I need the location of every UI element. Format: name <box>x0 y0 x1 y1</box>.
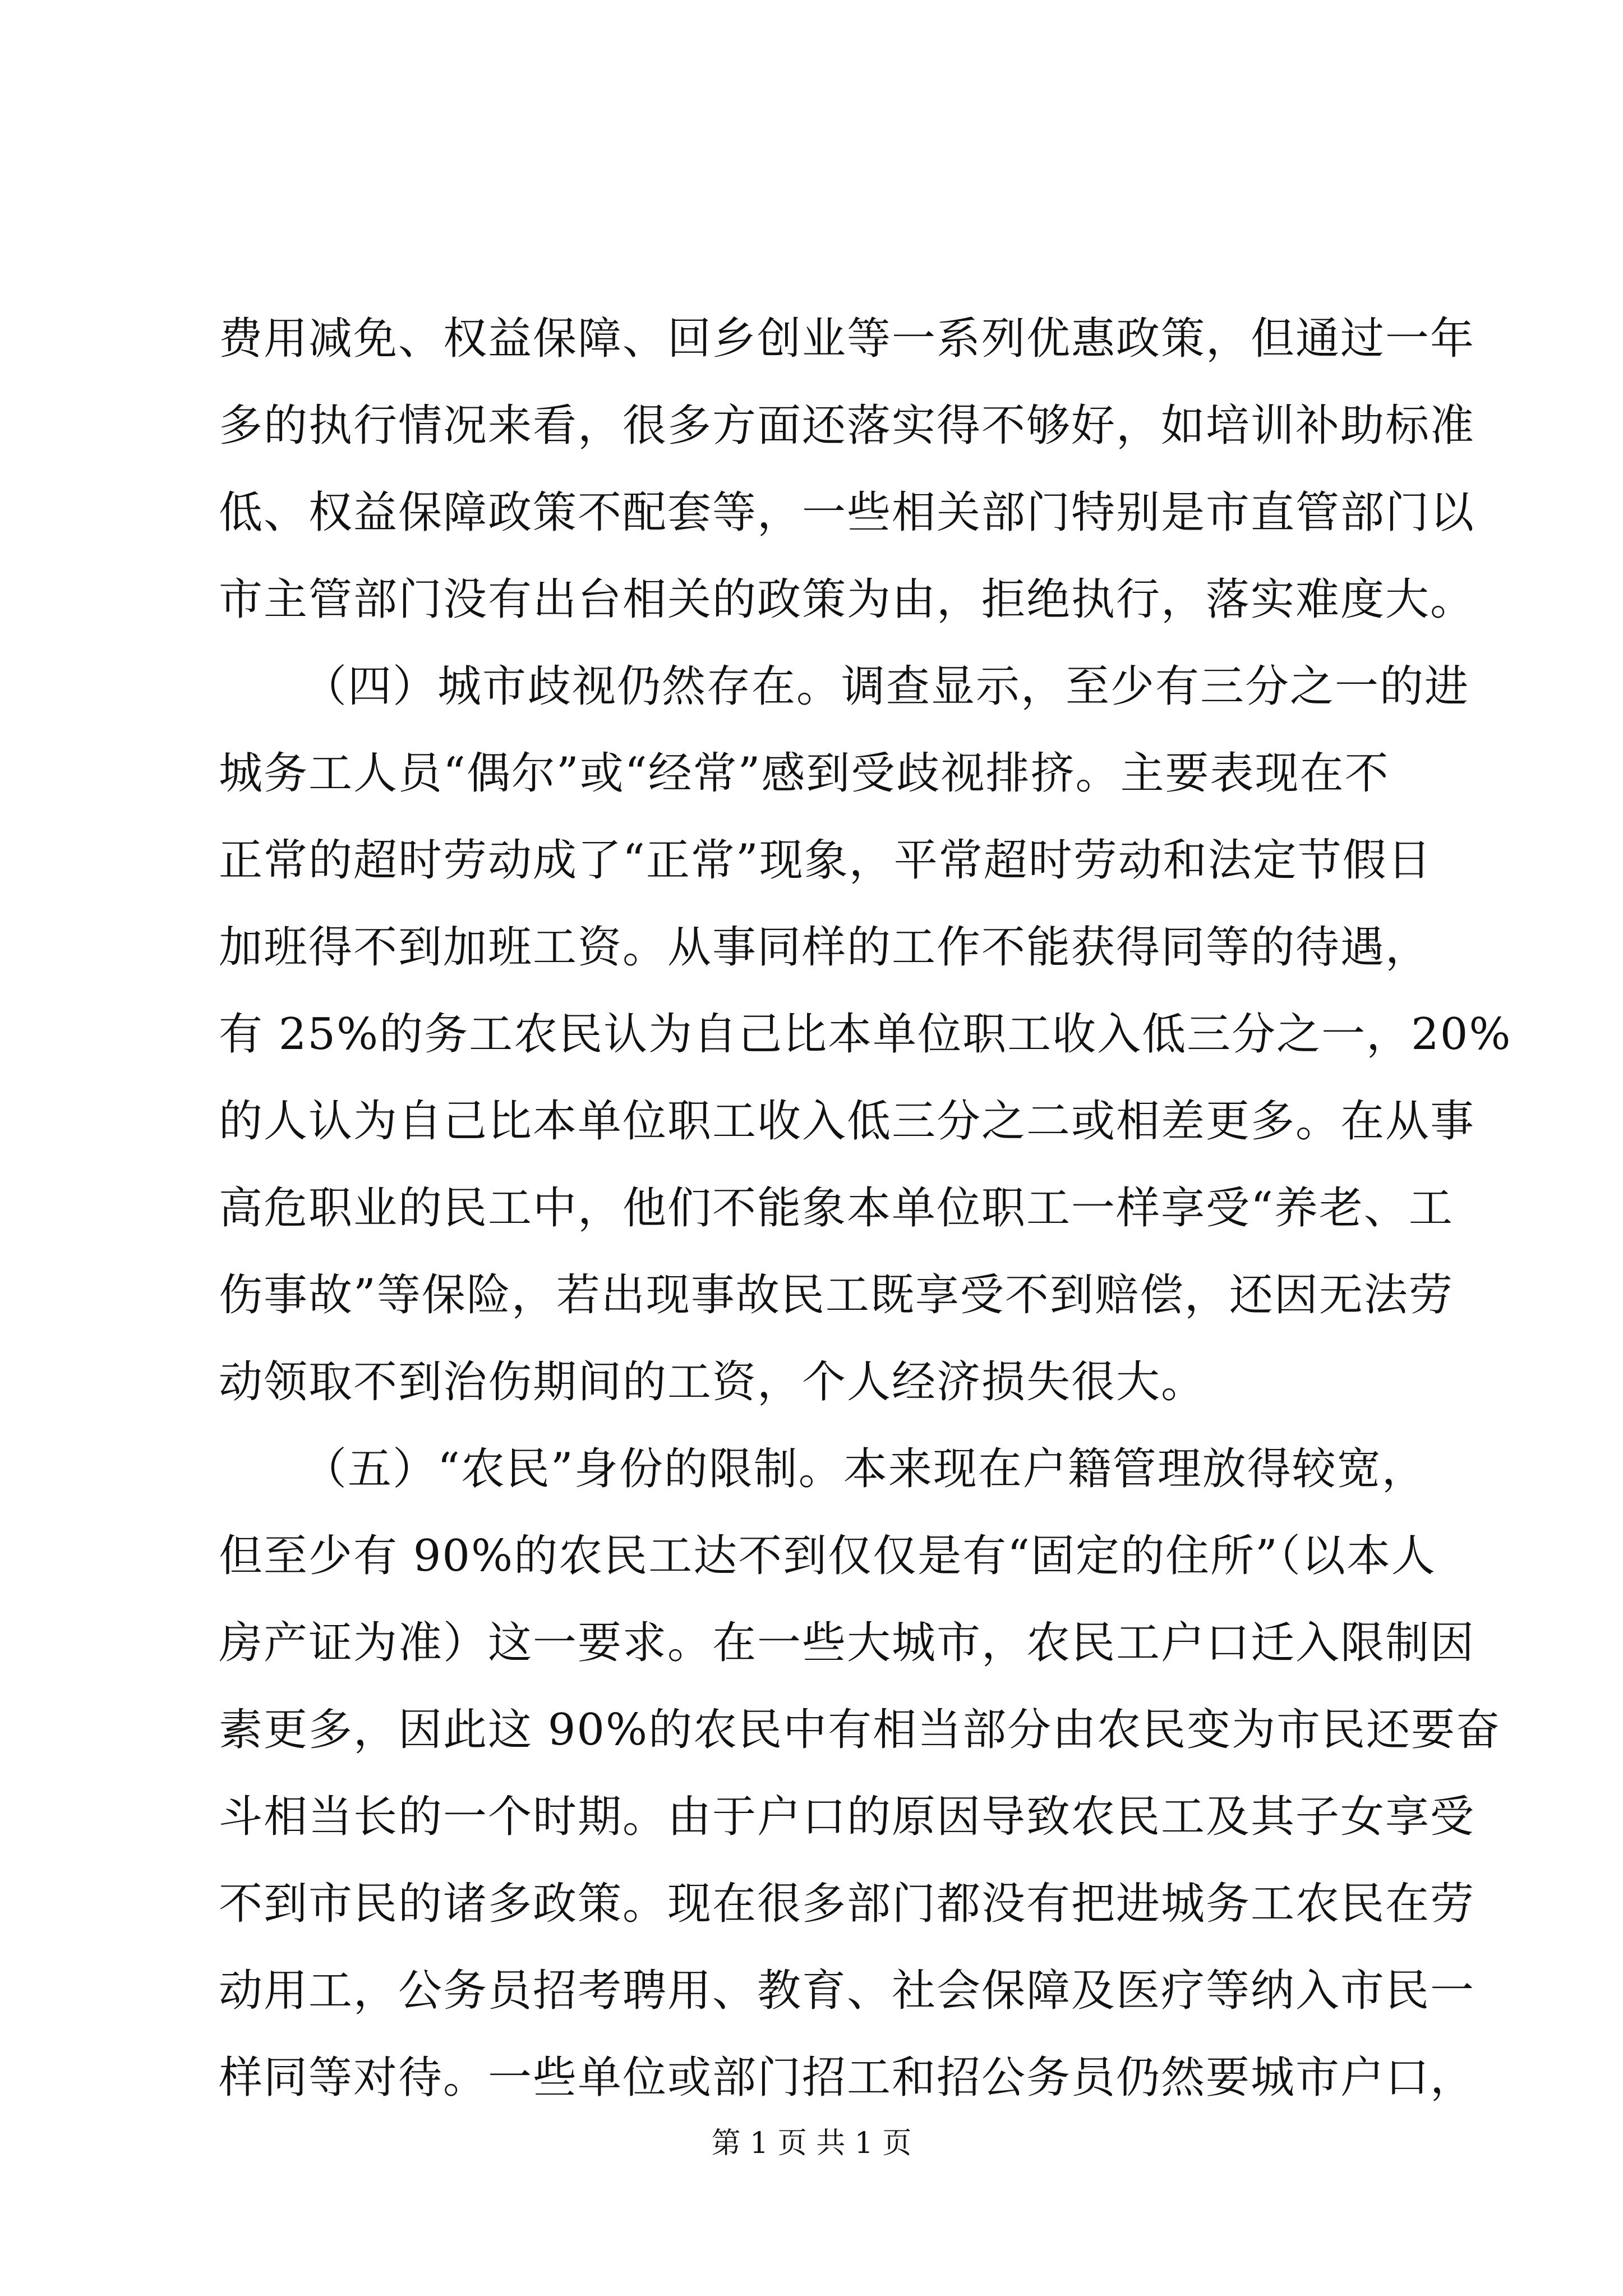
text-line: 多的执行情况来看，很多方面还落实得不够好，如培训补助标准 <box>219 401 1476 451</box>
text-line: 正常的超时劳动成了“正常”现象，平常超时劳动和法定节假日 <box>219 835 1432 886</box>
text-line: 样同等对待。一些单位或部门招工和招公务员仍然要城市户口， <box>219 2053 1476 2103</box>
text-line: 素更多，因此这 90%的农民中有相当部分由农民变为市民还要奋 <box>219 1705 1501 1755</box>
text-line: 的人认为自己比本单位职工收入低三分之二或相差更多。在从事 <box>219 1096 1476 1147</box>
text-line: 高危职业的民工中，他们不能象本单位职工一样享受“养老、工 <box>219 1183 1454 1234</box>
text-line: 房产证为准）这一要求。在一些大城市，农民工户口迁入限制因 <box>219 1618 1476 1668</box>
text-line: 有 25%的务工农民认为自己比本单位职工收入低三分之一，20% <box>219 1009 1512 1060</box>
paragraph-heading-line: （四）城市歧视仍然存在。调查显示，至少有三分之一的进 <box>303 661 1470 712</box>
text-line: 市主管部门没有出台相关的政策为由，拒绝执行，落实难度大。 <box>219 574 1476 625</box>
text-line: 城务工人员“偶尔”或“经常”感到受歧视排挤。主要表现在不 <box>219 748 1390 799</box>
text-line: 费用减免、权益保障、回乡创业等一系列优惠政策，但通过一年 <box>219 314 1476 364</box>
text-line: 低、权益保障政策不配套等，一些相关部门特别是市直管部门以 <box>219 487 1476 538</box>
page-footer: 第 1 页 共 1 页 <box>711 2127 912 2160</box>
text-line: 动用工，公务员招考聘用、教育、社会保障及医疗等纳入市民一 <box>219 1966 1476 2016</box>
text-line: 动领取不到治伤期间的工资，个人经济损失很大。 <box>219 1357 1206 1407</box>
text-line: 加班得不到加班工资。从事同样的工作不能获得同等的待遇， <box>219 922 1431 973</box>
document-body <box>219 296 1512 2122</box>
paragraph-heading-line: （五）“农民”身份的限制。本来现在户籍管理放得较宽， <box>303 1444 1427 1494</box>
text-line: 不到市民的诸多政策。现在很多部门都没有把进城务工农民在劳 <box>219 1879 1476 1929</box>
text-line: 伤事故”等保险，若出现事故民工既享受不到赔偿，还因无法劳 <box>219 1270 1454 1320</box>
text-line: 但至少有 90%的农民工达不到仅仅是有“固定的住所”（以本人 <box>219 1531 1436 1581</box>
text-line: 斗相当长的一个时期。由于户口的原因导致农民工及其子女享受 <box>219 1792 1476 1842</box>
